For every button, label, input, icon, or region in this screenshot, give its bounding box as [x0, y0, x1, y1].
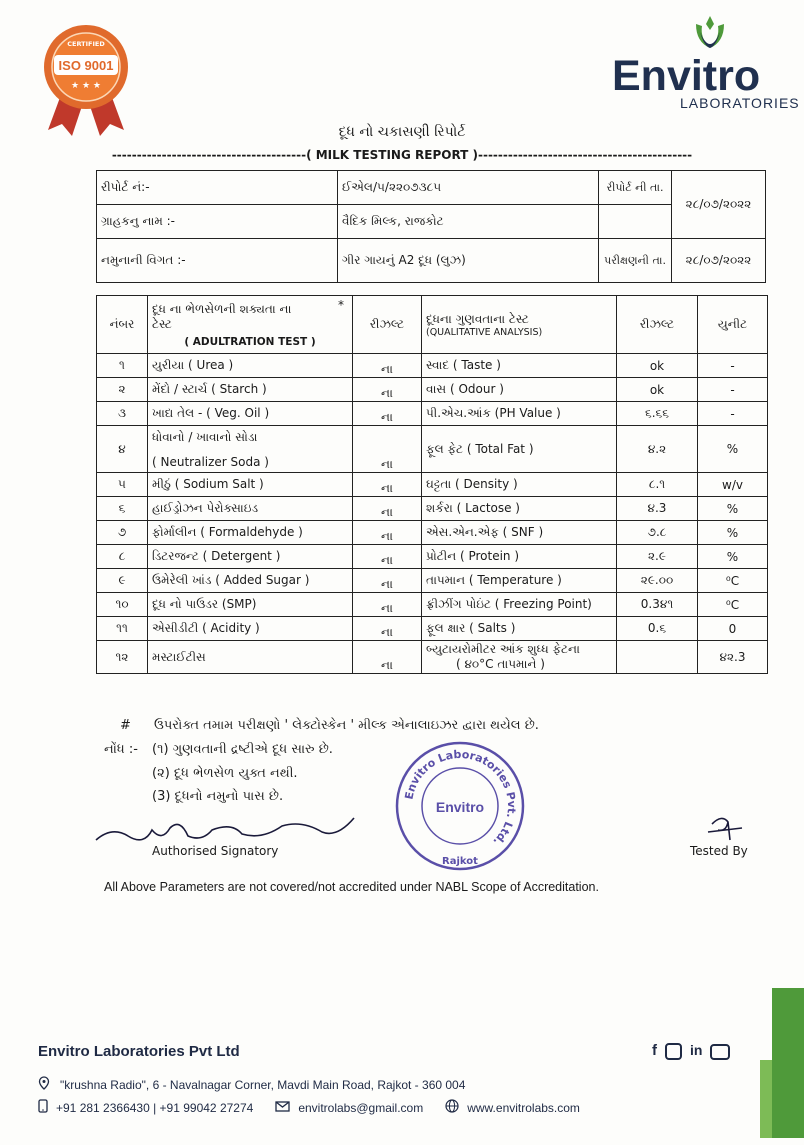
- sample-label: નમુનાની વિગત :-: [97, 239, 338, 283]
- adulteration-result-text: ના: [381, 481, 393, 495]
- report-no-label: રીપોર્ટ નં:-: [97, 171, 338, 205]
- adulteration-test: [148, 426, 353, 473]
- unit: [698, 354, 768, 378]
- quality-result: [617, 545, 698, 569]
- adulteration-header-text: દૂધ ના ભેળસેળની શક્યતા ના ટેસ્ટ: [152, 301, 292, 331]
- note-no-adulteration: (૨) દૂધ ભેળસેળ યુક્ત નથી.: [152, 766, 298, 781]
- adulteration-result: [353, 354, 422, 378]
- footer-address: "krushna Radio", 6 - Navalnagar Corner, Mavdi Main Road, Rajkot - 360 004: [60, 1077, 466, 1092]
- adulteration-test: [148, 402, 353, 426]
- adulteration-result: [353, 521, 422, 545]
- notes-label: નોંધ :-: [104, 742, 138, 757]
- adulteration-result: [353, 378, 422, 402]
- adulteration-test: [148, 497, 353, 521]
- quality-test-text: સ્વાદ ( Taste ): [426, 358, 501, 372]
- authorised-signature-image: [92, 812, 362, 848]
- notes-analyzer-line: ઉપરોક્ત તમામ પરીક્ષણો ' લેક્ટોસ્કેન ' મીલ્ક એનાલાઇઝર દ્વારા થયેલ છે.: [154, 718, 539, 733]
- row-number-text: ૧૧: [116, 621, 128, 635]
- adulteration-test-text: મીઠું ( Sodium Salt ): [152, 477, 264, 491]
- quality-test-text: વાસ ( Odour ): [426, 382, 504, 396]
- row-number: [97, 641, 148, 674]
- adulteration-result: [353, 617, 422, 641]
- table-row: [97, 426, 768, 473]
- quality-result: [617, 426, 698, 473]
- adulteration-header-en: ( ADULTRATION TEST ): [184, 335, 316, 348]
- nabl-disclaimer: All Above Parameters are not covered/not accredited under NABL Scope of Accreditation.: [104, 880, 599, 894]
- adulteration-result-text: ના: [381, 457, 393, 471]
- adulteration-result: [353, 473, 422, 497]
- quality-test: [422, 593, 617, 617]
- col-header-result-2: રીઝલ્ટ: [617, 296, 698, 354]
- report-date-label: રીપોર્ટ ની તા.: [599, 171, 672, 205]
- test-results-table: [96, 295, 768, 674]
- unit-text: -: [730, 406, 735, 421]
- stamp-center-text: Envitro: [435, 799, 485, 815]
- quality-test-text: ઘટ્ટતા ( Density ): [426, 477, 518, 491]
- quality-test-text: બ્યુટાયરોમીટર આંક શુધ્ધ ફેટના: [426, 642, 580, 656]
- adulteration-test-text: ઉમેરેલી ખાંડ ( Added Sugar ): [152, 573, 310, 587]
- quality-test-text: ફૂલ ક્ષાર ( Salts ): [426, 621, 516, 635]
- facebook-icon[interactable]: f: [652, 1042, 657, 1059]
- adulteration-test: [148, 593, 353, 617]
- report-title-english: ---------------------------------------( MILK TESTING REPORT )-------------------------------------------: [111, 148, 693, 162]
- quality-result-text: ૪.૨: [647, 441, 667, 456]
- quality-test-text: ફ્રીઝીંગ પોઇંટ ( Freezing Point): [426, 597, 592, 611]
- quality-result: [617, 473, 698, 497]
- row-number-text: ૪: [118, 441, 126, 456]
- adulteration-test: [148, 521, 353, 545]
- col-header-result-1: રીઝલ્ટ: [353, 296, 422, 354]
- instagram-icon[interactable]: [665, 1043, 682, 1060]
- row-number: [97, 617, 148, 641]
- adulteration-test: [148, 545, 353, 569]
- quality-result: [617, 521, 698, 545]
- quality-result-text: 0.3૪૧: [640, 597, 674, 611]
- col-header-no: નંબર: [97, 296, 148, 354]
- adulteration-result-text: ના: [381, 529, 393, 543]
- quality-result-text: ok: [649, 382, 665, 397]
- adulteration-result: [353, 402, 422, 426]
- adulteration-result: [353, 593, 422, 617]
- row-number-text: ૫: [118, 477, 126, 491]
- customer-value: વૈદિક મિલ્ક, રાજકોટ: [338, 205, 599, 239]
- adulteration-result-text: ના: [381, 386, 393, 400]
- row-number-text: ૮: [118, 549, 126, 563]
- results-rows: [97, 354, 768, 674]
- row-number: [97, 521, 148, 545]
- quality-result-text: ૬.૬૬: [645, 406, 669, 420]
- adulteration-test-text: મેંદો / સ્ટાર્ચ ( Starch ): [152, 382, 267, 396]
- unit: [698, 641, 768, 674]
- table-row: [97, 545, 768, 569]
- footer-phone[interactable]: +91 281 2366430 | +91 99042 27274: [56, 1100, 254, 1115]
- unit: [698, 521, 768, 545]
- table-row: [97, 521, 768, 545]
- quality-test-subtext: ( ૪૦°C તાપમાને ): [456, 657, 545, 671]
- quality-test: [422, 354, 617, 378]
- quality-result-text: ૨.૯: [648, 549, 666, 563]
- iso-certified-text: CERTIFIED: [67, 40, 105, 48]
- unit-text: ૪૨.3: [719, 649, 746, 664]
- adulteration-result: [353, 641, 422, 674]
- youtube-icon[interactable]: [710, 1044, 730, 1060]
- unit: [698, 497, 768, 521]
- table-row: [97, 354, 768, 378]
- row-number-text: ૨: [118, 382, 126, 396]
- quality-result-text: ok: [649, 358, 665, 373]
- adulteration-test-text: ફોર્માલીન ( Formaldehyde ): [152, 525, 303, 539]
- col-header-adulteration: [148, 296, 353, 354]
- envitro-logo-subtitle: LABORATORIES: [680, 95, 800, 111]
- row-number-text: ૧૨: [115, 649, 129, 664]
- row-number-text: ૬: [118, 501, 126, 515]
- row-number-text: ૧: [119, 358, 125, 372]
- unit: [698, 426, 768, 473]
- quality-result: [617, 641, 698, 674]
- row-number: [97, 545, 148, 569]
- quality-test: [422, 545, 617, 569]
- adulteration-result-text: ના: [381, 553, 393, 567]
- table-row: [97, 473, 768, 497]
- unit: [698, 378, 768, 402]
- notes-hash: #: [120, 718, 131, 733]
- adulteration-test: [148, 641, 353, 674]
- quality-test-text: એસ.એન.એફ ( SNF ): [426, 525, 544, 539]
- adulteration-result: [353, 426, 422, 473]
- adulteration-result-text: ના: [381, 658, 393, 672]
- company-stamp: [394, 740, 526, 872]
- adulteration-result: [353, 497, 422, 521]
- table-row: [97, 569, 768, 593]
- stamp-city-text: Rajkot: [442, 856, 478, 867]
- row-number: [97, 569, 148, 593]
- adulteration-test-text: ખાદ્ય તેલ - ( Veg. Oil ): [152, 406, 270, 420]
- footer-website[interactable]: www.envitrolabs.com: [467, 1100, 580, 1115]
- footer-address-row: [38, 1076, 465, 1093]
- col-header-qualitative: [422, 296, 617, 354]
- footer-green-accent: [772, 988, 804, 1138]
- row-number-text: ૭: [117, 525, 127, 539]
- footer-contact-row: [38, 1099, 580, 1116]
- adulteration-result-text: ના: [381, 505, 393, 519]
- note-sample-pass: (3) દૂધનો નમુનો પાસ છે.: [152, 789, 284, 804]
- quality-test: [422, 569, 617, 593]
- unit-text: ⁰C: [725, 597, 740, 612]
- quality-test: [422, 402, 617, 426]
- unit: [698, 617, 768, 641]
- svg-text:★ ★ ★: ★ ★ ★: [71, 81, 101, 91]
- table-row: [97, 617, 768, 641]
- unit-text: 0: [728, 621, 737, 636]
- quality-test: [422, 641, 617, 674]
- row-number: [97, 473, 148, 497]
- location-pin-icon: [38, 1076, 50, 1093]
- adulteration-test-text: ડિટરજન્ટ ( Detergent ): [152, 549, 281, 563]
- adulteration-test-subtext: ( Neutralizer Soda ): [152, 454, 269, 469]
- adulteration-test-text: એસીડીટી ( Acidity ): [152, 621, 260, 635]
- row-number: [97, 402, 148, 426]
- report-info-table: [96, 170, 766, 283]
- adulteration-test: [148, 354, 353, 378]
- note-quality-good: (૧) ગુણવતાની દ્રષ્ટીએ દૂધ સારુ છે.: [152, 742, 333, 757]
- table-row: [97, 378, 768, 402]
- quality-test: [422, 473, 617, 497]
- unit-text: ⁰C: [725, 573, 740, 588]
- row-number: [97, 593, 148, 617]
- tested-by-signature-image: [706, 810, 746, 842]
- quality-test-text: પી.એચ.આંક (PH Value ): [426, 406, 561, 420]
- adulteration-result-text: ના: [381, 362, 393, 376]
- unit-text: -: [730, 358, 735, 373]
- quality-test-text: તાપમાન ( Temperature ): [426, 573, 562, 587]
- quality-result: [617, 402, 698, 426]
- row-number: [97, 354, 148, 378]
- adulteration-test-text: હાઈડ્રોઝન પેરોક્સાઇડ: [152, 501, 259, 515]
- footer-company-name: Envitro Laboratories Pvt Ltd: [38, 1043, 240, 1060]
- quality-test: [422, 497, 617, 521]
- quality-result: [617, 497, 698, 521]
- row-number-text: ૧૦: [115, 597, 129, 611]
- row-number-text: ૯: [118, 573, 126, 587]
- unit-text: %: [726, 525, 739, 540]
- quality-result-text: ૨૯.૦૦: [640, 573, 674, 587]
- unit-text: %: [726, 501, 739, 516]
- authorised-signatory-label: Authorised Signatory: [152, 844, 279, 858]
- row-number: [97, 426, 148, 473]
- customer-label: ગ્રાહકનુ નામ :-: [97, 205, 338, 239]
- unit: [698, 569, 768, 593]
- test-date-value: ૨૮/૦૭/૨૦૨૨: [672, 239, 766, 283]
- table-row: [97, 641, 768, 674]
- table-row: [97, 593, 768, 617]
- quality-result-text: ૮.૧: [648, 477, 666, 491]
- adulteration-result: [353, 545, 422, 569]
- quality-result: [617, 354, 698, 378]
- col-header-unit: યુનીટ: [698, 296, 768, 354]
- adulteration-result-text: ના: [381, 625, 393, 639]
- social-links: [652, 1042, 730, 1059]
- footer-green-accent-light: [760, 1060, 772, 1138]
- email-icon: [275, 1101, 290, 1115]
- test-date-label: પરીક્ષણની તા.: [599, 239, 672, 283]
- unit-text: w/v: [722, 477, 743, 492]
- envitro-logo-text: Envitro: [612, 52, 761, 100]
- quality-test-text: ફૂલ ફેટ ( Total Fat ): [426, 441, 534, 456]
- quality-test: [422, 378, 617, 402]
- unit: [698, 473, 768, 497]
- envitro-logo-icon: [686, 12, 734, 56]
- adulteration-test-text: યુરીયા ( Urea ): [152, 358, 234, 372]
- unit-text: %: [726, 442, 739, 456]
- row-number: [97, 497, 148, 521]
- adulteration-test-text: ધોવાનો / ખાવાનો સોડા: [152, 429, 258, 444]
- unit: [698, 593, 768, 617]
- quality-test: [422, 521, 617, 545]
- adulteration-test: [148, 378, 353, 402]
- phone-icon: [38, 1099, 48, 1116]
- quality-result-text: 0.૬: [647, 621, 667, 635]
- table-row: [97, 402, 768, 426]
- sample-value: ગીર ગાયનું A2 દૂધ (લુઝ): [338, 239, 599, 283]
- unit-text: %: [726, 549, 739, 564]
- adulteration-result-text: ના: [381, 577, 393, 591]
- table-row: [97, 497, 768, 521]
- adulteration-result-text: ના: [381, 601, 393, 615]
- quality-test: [422, 426, 617, 473]
- row-number: [97, 378, 148, 402]
- stamp-ring-text: Envitro Laboratories Pvt. Ltd.: [402, 747, 519, 849]
- quality-test-text: પ્રોટીન ( Protein ): [426, 549, 520, 563]
- quality-result: [617, 378, 698, 402]
- quality-test-text: શર્કરા ( Lactose ): [426, 501, 520, 515]
- adulteration-test: [148, 569, 353, 593]
- quality-result: [617, 569, 698, 593]
- globe-icon: [445, 1099, 459, 1116]
- unit-text: -: [730, 382, 735, 397]
- unit: [698, 402, 768, 426]
- unit: [698, 545, 768, 569]
- iso-main-text: ISO 9001: [58, 58, 114, 73]
- quality-result-text: ૪.3: [647, 501, 667, 515]
- tested-by-label: Tested By: [690, 844, 748, 858]
- quality-result: [617, 593, 698, 617]
- adulteration-test-text: દૂધ નો પાઉડર (SMP): [152, 597, 257, 611]
- footer-email[interactable]: envitrolabs@gmail.com: [298, 1100, 424, 1115]
- quality-test: [422, 617, 617, 641]
- qualitative-header-text: દૂધના ગુણવતાના ટેસ્ટ: [426, 311, 529, 326]
- adulteration-result: [353, 569, 422, 593]
- qualitative-header-en: (QUALITATIVE ANALYSIS): [426, 326, 543, 338]
- adulteration-test: [148, 617, 353, 641]
- quality-result: [617, 617, 698, 641]
- adulteration-header-star: *: [338, 298, 344, 312]
- quality-result-text: ૭.૮: [647, 525, 667, 539]
- adulteration-result-text: ના: [381, 410, 393, 424]
- adulteration-test: [148, 473, 353, 497]
- adulteration-test-text: મસ્ટાઈટીસ: [152, 649, 206, 664]
- report-no-value: ઈએલ/૫/૨૨૦૭૩૮૫: [338, 171, 599, 205]
- report-title-gujarati: દૂધ નો ચકાસણી રિપોર્ટ: [338, 124, 466, 140]
- linkedin-icon[interactable]: in: [690, 1042, 703, 1058]
- row-number-text: ૩: [118, 406, 126, 420]
- report-date-value: ૨૮/૦૭/૨૦૨૨: [672, 171, 766, 239]
